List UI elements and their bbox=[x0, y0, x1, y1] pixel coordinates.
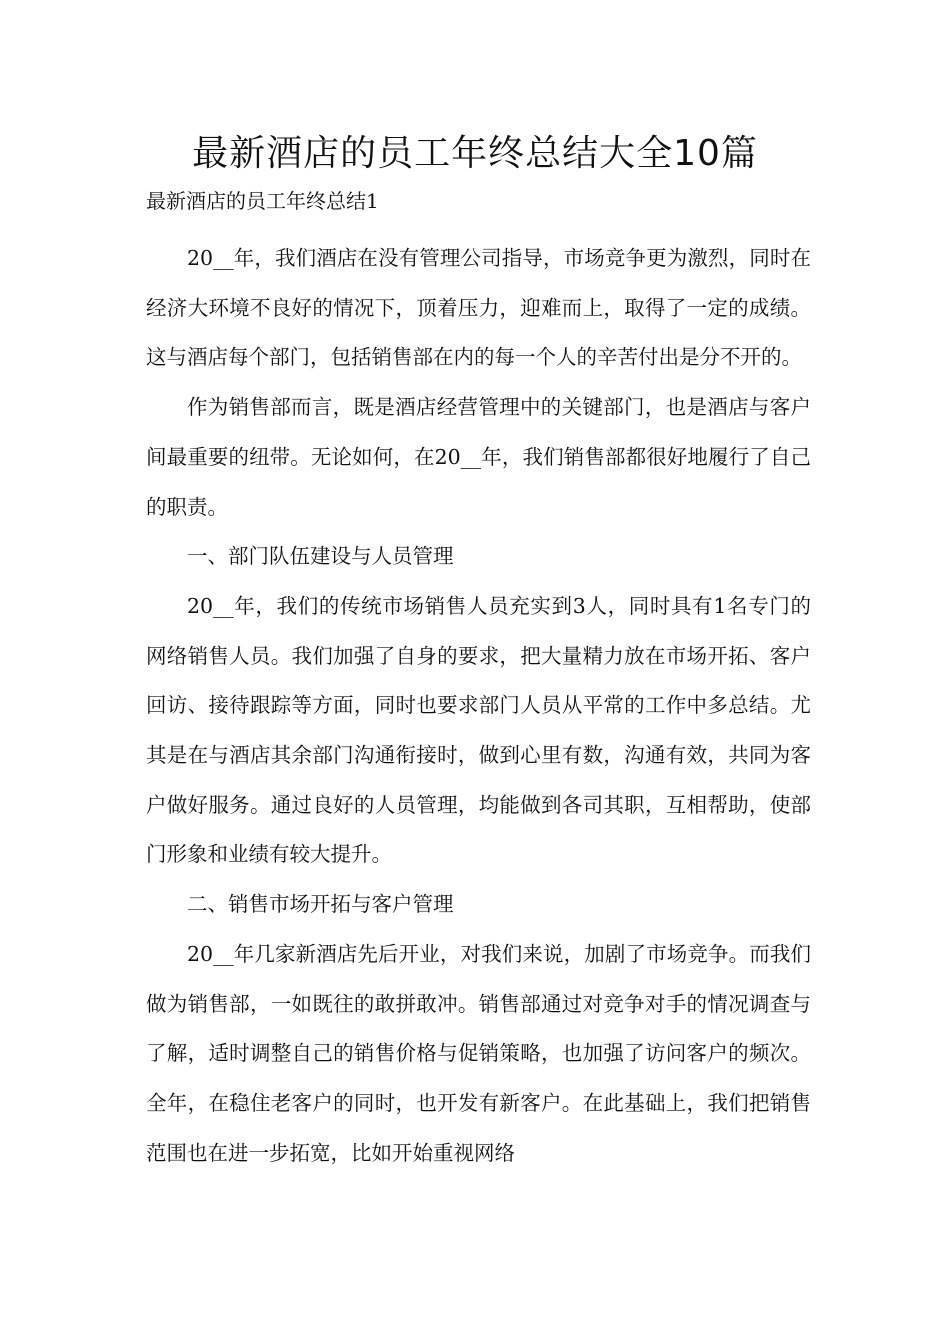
paragraph-sales-role: 作为销售部而言，既是酒店经营管理中的关键部门，也是酒店与客户间最重要的纽带。无论如何，在20__年，我们销售部都很好地履行了自己的职责。 bbox=[146, 395, 811, 519]
section-heading-team: 一、部门队伍建设与人员管理 bbox=[187, 544, 454, 569]
document-title: 最新酒店的员工年终总结大全10篇 bbox=[192, 133, 758, 174]
document-body bbox=[146, 234, 811, 1178]
document-subtitle: 最新酒店的员工年终总结1 bbox=[146, 189, 379, 213]
paragraph-market: 20__年几家新酒店先后开业，对我们来说，加剧了市场竞争。而我们做为销售部，一如既往的敢拼敢冲。销售部通过对竞争对手的情况调查与了解，适时调整自己的销售价格与促销策略，也加强了访问客户的频次。全年，在稳住老客户的同时，也开发有新客户。在此基础上，我们把销售范围也在进一步拓宽，比如开始重视网络 bbox=[146, 941, 811, 1165]
paragraph-intro: 20__年，我们酒店在没有管理公司指导，市场竞争更为激烈，同时在经济大环境不良好的情况下，顶着压力，迎难而上，取得了一定的成绩。这与酒店每个部门，包括销售部在内的每一个人的辛苦付出是分不开的。 bbox=[146, 246, 811, 370]
section-heading-market: 二、销售市场开拓与客户管理 bbox=[187, 892, 454, 917]
paragraph-team: 20__年，我们的传统市场销售人员充实到3人，同时具有1名专门的网络销售人员。我们加强了自身的要求，把大量精力放在市场开拓、客户回访、接待跟踪等方面，同时也要求部门人员从平常的工作中多总结。尤其是在与酒店其余部门沟通衔接时，做到心里有数，沟通有效，共同为客户做好服务。通过良好的人员管理，均能做到各司其职，互相帮助，使部门形象和业绩有较大提升。 bbox=[146, 593, 811, 867]
